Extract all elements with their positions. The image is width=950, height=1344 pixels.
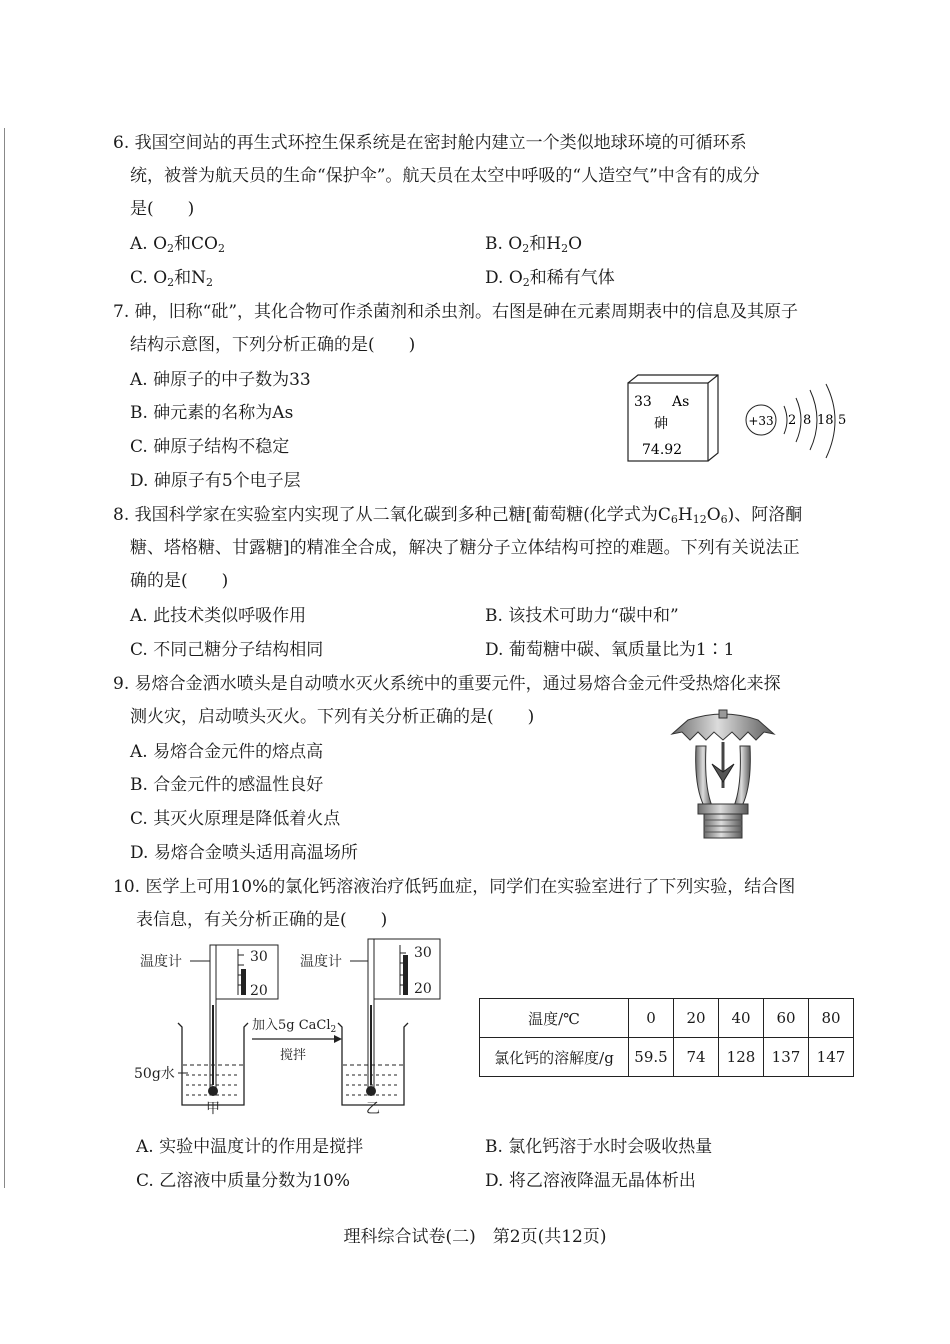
atomic-number: 33 [634, 394, 652, 410]
q10-option-c[interactable]: C. 乙溶液中质量分数为10% [136, 1171, 350, 1191]
q10-line2: 表信息，有关分析正确的是( ) [136, 910, 388, 930]
left-margin-line [4, 128, 5, 1188]
sprinkler-frame-right [734, 746, 750, 806]
q10-option-a[interactable]: A. 实验中温度计的作用是搅拌 [136, 1137, 364, 1157]
q6-line1: 6. 我国空间站的再生式环控生保系统是在密封舱内建立一个类似地球环境的可循环系 [113, 133, 747, 153]
q9-line2: 测火灾，启动喷头灭火。下列有关分析正确的是( ) [130, 707, 535, 727]
q9-option-d[interactable]: D. 易熔合金喷头适用高温场所 [130, 843, 358, 863]
q6-line2: 统，被誉为航天员的生命“保护伞”。航天员在太空中呼吸的“人造空气”中含有的成分 [130, 166, 760, 186]
scale-top-yi: 30 [414, 945, 432, 961]
shell-arc-1 [784, 406, 787, 434]
shell-1: 2 [788, 413, 797, 428]
solubility-table [479, 998, 854, 1077]
q9-option-c[interactable]: C. 其灭火原理是降低着火点 [130, 809, 341, 829]
page-footer: 理科综合试卷(二) 第2页(共12页) [343, 1227, 607, 1247]
arsenic-figure [620, 370, 860, 475]
table-row [480, 1038, 854, 1077]
table-cell: 128 [719, 1038, 764, 1077]
q9-line1: 9. 易熔合金洒水喷头是自动喷水灭火系统中的重要元件，通过易熔合金元件受热熔化来探 [113, 674, 781, 694]
table-header-solubility: 氯化钙的溶解度/g [480, 1038, 629, 1077]
q8-line3: 确的是( ) [130, 571, 229, 591]
table-cell: 0 [629, 999, 674, 1038]
sprinkler-frame-left [696, 746, 712, 806]
q6-option-c[interactable]: C. $O_2$和$N_2$ [130, 268, 214, 289]
table-cell: 74 [674, 1038, 719, 1077]
scale-bottom-jia: 20 [250, 983, 268, 999]
q10-line1: 10. 医学上可用10%的氯化钙溶液治疗低钙血症，同学们在实验室进行了下列实验，结合图 [113, 877, 796, 897]
q9-option-b[interactable]: B. 合金元件的感温性良好 [130, 775, 324, 795]
table-cell: 137 [764, 1038, 809, 1077]
thermometer-label-yi: 温度计 [300, 954, 342, 970]
table-cell: 59.5 [629, 1038, 674, 1077]
q6-option-d[interactable]: D. $O_2$和稀有气体 [485, 268, 615, 289]
shell-2: 8 [803, 413, 812, 428]
thermometer-label-jia: 温度计 [140, 954, 182, 970]
sprinkler-image [668, 706, 778, 841]
stir-label: 搅拌 [280, 1048, 307, 1063]
shell-3: 18 [817, 413, 834, 428]
q6-option-b[interactable]: B. $O_2$和$H_2O$ [485, 234, 583, 255]
q8-option-a[interactable]: A. 此技术类似呼吸作用 [130, 606, 307, 626]
q8-line2: 糖、塔格糖、甘露糖]的精准全合成，解决了糖分子立体结构可控的难题。下列有关说法正 [130, 538, 800, 558]
shell-4: 5 [838, 413, 847, 428]
q8-option-d[interactable]: D. 葡萄糖中碳、氧质量比为1∶1 [485, 640, 735, 660]
q7-line2: 结构示意图，下列分析正确的是( ) [130, 335, 416, 355]
q8-line1: 8. 我国科学家在实验室内实现了从二氧化碳到多种己糖[葡萄糖(化学式为$C_6H_{12}O_6$)、阿洛酮 [113, 505, 803, 526]
element-name: 砷 [654, 416, 668, 432]
water-label: 50g水 [134, 1066, 175, 1082]
table-row [480, 999, 854, 1038]
table-cell: 80 [809, 999, 854, 1038]
scale-bottom-yi: 20 [414, 981, 432, 997]
q10-option-b[interactable]: B. 氯化钙溶于水时会吸收热量 [485, 1137, 713, 1157]
table-cell: 20 [674, 999, 719, 1038]
label-yi: 乙 [366, 1101, 380, 1117]
element-symbol: As [672, 394, 690, 410]
q10-option-d[interactable]: D. 将乙溶液降温无晶体析出 [485, 1171, 696, 1191]
add-cacl2-label: 加入5g CaCl$_2$ [252, 1018, 337, 1035]
shell-arc-2 [796, 398, 801, 442]
atomic-mass: 74.92 [642, 442, 683, 458]
q7-option-a[interactable]: A. 砷原子的中子数为33 [130, 370, 311, 390]
table-cell: 147 [809, 1038, 854, 1077]
q7-option-b[interactable]: B. 砷元素的名称为As [130, 403, 294, 423]
q7-line1: 7. 砷，旧称“砒”，其化合物可作杀菌剂和杀虫剂。右图是砷在元素周期表中的信息及其原子 [113, 302, 799, 322]
nucleus-charge: +33 [748, 414, 774, 428]
scale-box-jia [216, 945, 278, 999]
table-header-temp: 温度/℃ [480, 999, 629, 1038]
table-cell: 60 [764, 999, 809, 1038]
q9-option-a[interactable]: A. 易熔合金元件的熔点高 [130, 742, 324, 762]
q6-line3: 是( ) [130, 199, 195, 219]
label-jia: 甲 [206, 1101, 220, 1117]
q6-option-a[interactable]: A. $O_2$和$CO_2$ [130, 234, 225, 255]
table-cell: 40 [719, 999, 764, 1038]
scale-top-jia: 30 [250, 949, 268, 965]
q7-option-d[interactable]: D. 砷原子有5个电子层 [130, 471, 301, 491]
experiment-figure [130, 935, 450, 1120]
q8-option-c[interactable]: C. 不同己糖分子结构相同 [130, 640, 324, 660]
q7-option-c[interactable]: C. 砷原子结构不稳定 [130, 437, 290, 457]
q8-option-b[interactable]: B. 该技术可助力“碳中和” [485, 606, 679, 626]
